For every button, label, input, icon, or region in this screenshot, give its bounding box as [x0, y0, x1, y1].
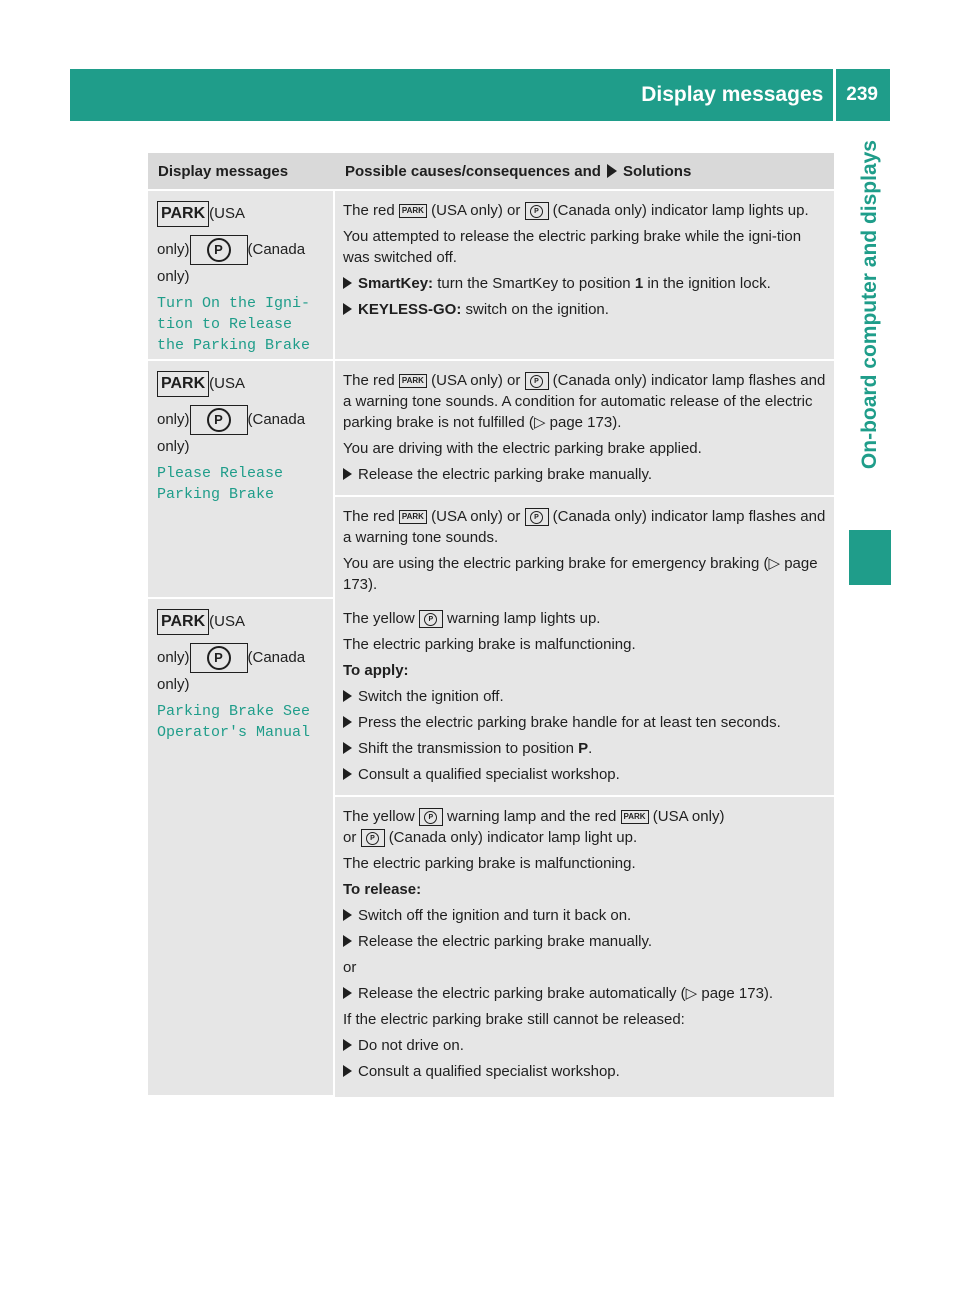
step-arrow-icon: [343, 987, 352, 999]
canada-label: (Canada: [247, 410, 306, 428]
col-header-display-messages: Display messages: [158, 162, 289, 180]
arrow-icon: [607, 164, 617, 178]
canada-label: (Canada: [247, 648, 306, 666]
step-arrow-icon: [343, 468, 352, 480]
step-arrow-icon: [343, 742, 352, 754]
only-label: only): [157, 438, 190, 455]
display-message-cell: [148, 599, 335, 1095]
park-icon: PARK: [399, 374, 427, 388]
park-icon: PARK: [621, 810, 649, 824]
parking-brake-icon: P: [525, 372, 549, 390]
display-message-text: Turn On the Igni‐ tion to Release the Parking Brake: [157, 295, 311, 354]
step-arrow-icon: [343, 303, 352, 315]
solution-cell: The yellow P warning lamp and the red PARK (USA only) or P (Canada only) indicator lamp light up. The electric parking brake is malfunctioning. To release: Switch off the ignition and turn it back on. Release the electric parking brake manually. or Release the electric parking brake automatically (▷ page 173). If the electric parking brake still cannot be released: Do not drive on. Consult a qualified specialist workshop.: [335, 795, 834, 1097]
only-label: only): [157, 268, 190, 285]
step-arrow-icon: [343, 1039, 352, 1051]
park-icon: PARK: [399, 204, 427, 218]
step-arrow-icon: [343, 935, 352, 947]
parking-brake-icon: P: [190, 235, 248, 265]
usa-label: (USA: [209, 204, 245, 222]
header-title: Display messages: [641, 83, 824, 106]
parking-brake-icon: P: [525, 508, 549, 526]
page-number: 239: [846, 84, 878, 105]
table-row: [148, 597, 834, 1095]
display-message-text: Parking Brake See Operator's Manual: [157, 703, 311, 741]
chapter-tab-label: On-board computer and displays: [858, 140, 881, 470]
col-header-causes-text: Possible causes/consequences and: [345, 162, 601, 180]
page-header: [70, 69, 890, 121]
display-message-cell: [148, 191, 335, 359]
display-messages-table: [148, 153, 834, 1095]
step-arrow-icon: [343, 909, 352, 921]
solution-cell: The red PARK (USA only) or P (Canada only) indicator lamp flashes and a warning tone sounds. A condition for automatic release of the electric parking brake is not fulfilled (▷ page 173). You are driving with the electric parking brake applied. Release the electric parking brake manually.: [335, 361, 834, 495]
solution-cell: The red PARK (USA only) or P (Canada only) indicator lamp flashes and a warning tone sounds. You are using the electric parking brake for emergency braking (▷ page 173).: [335, 495, 834, 610]
table-row: [148, 359, 834, 597]
step-arrow-icon: [343, 716, 352, 728]
solution-cell: The yellow P warning lamp lights up. The electric parking brake is malfunctioning. To apply: Switch the ignition off. Press the electric parking brake handle for at least ten seconds. Shift the transmission to position P. Consult a qualified specialist workshop.: [335, 599, 834, 795]
park-icon: PARK: [157, 201, 209, 227]
step-arrow-icon: [343, 277, 352, 289]
park-icon: PARK: [157, 371, 209, 397]
display-message-text: Please Release Parking Brake: [157, 465, 284, 503]
usa-label: (USA: [209, 612, 245, 630]
step-arrow-icon: [343, 1065, 352, 1077]
table-header: [148, 153, 834, 189]
parking-brake-icon: P: [419, 610, 443, 628]
chapter-tab: [849, 140, 891, 500]
col-header-solutions-text: Solutions: [622, 162, 692, 180]
parking-brake-icon: P: [361, 829, 385, 847]
parking-brake-icon: P: [190, 643, 248, 673]
parking-brake-icon: P: [525, 202, 549, 220]
only-label: only): [157, 410, 190, 428]
canada-label: (Canada: [247, 240, 306, 258]
only-label: only): [157, 648, 190, 666]
only-label: only): [157, 676, 190, 693]
chapter-marker: [849, 530, 891, 585]
parking-brake-icon: P: [419, 808, 443, 826]
solution-cell: The red PARK (USA only) or P (Canada only) indicator lamp lights up. You attempted to release the electric parking brake while the igni‐tion was switched off. SmartKey: turn the SmartKey to position 1 in the ignition lock. KEYLESS-GO: switch on the ignition.: [335, 191, 834, 359]
park-icon: PARK: [399, 510, 427, 524]
display-message-cell: [148, 361, 335, 597]
usa-label: (USA: [209, 374, 245, 392]
only-label: only): [157, 240, 190, 258]
parking-brake-icon: P: [190, 405, 248, 435]
step-arrow-icon: [343, 768, 352, 780]
park-icon: PARK: [157, 609, 209, 635]
step-arrow-icon: [343, 690, 352, 702]
table-row: [148, 189, 834, 359]
col-header-causes: [335, 163, 834, 180]
